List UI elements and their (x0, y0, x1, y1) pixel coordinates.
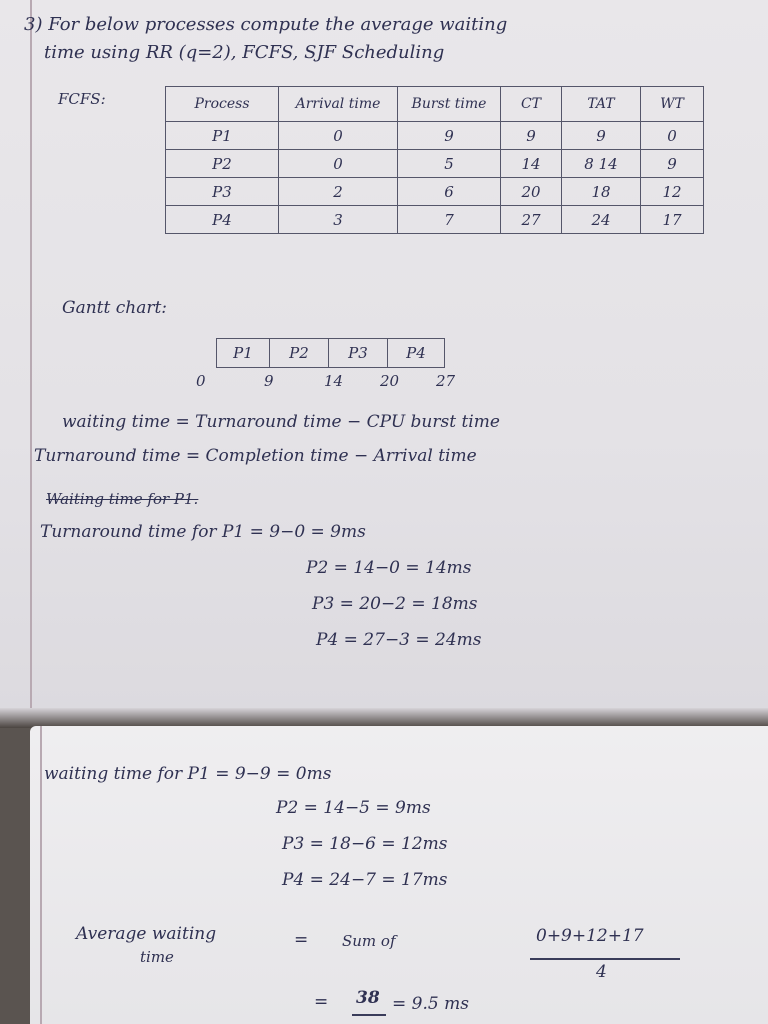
page-gap-shadow (0, 708, 768, 728)
tat-calc-p3: P3 = 20−2 = 18ms (312, 594, 478, 614)
wt-calc-p4: P4 = 24−7 = 17ms (282, 870, 448, 890)
header-tat: TAT (562, 87, 641, 122)
cell: 9 (641, 150, 704, 178)
page-margin-line (40, 726, 42, 1024)
table-header-row (166, 87, 704, 122)
gantt-time: 0 (196, 372, 206, 390)
cell: 27 (501, 206, 562, 234)
cell: P2 (166, 150, 279, 178)
cell: 20 (501, 178, 562, 206)
cell: 3 (279, 206, 398, 234)
cell: 18 (562, 178, 641, 206)
gantt-chart (216, 338, 445, 368)
turnaround-time-formula: Turnaround time = Completion time − Arrival time (34, 446, 477, 466)
table-row (166, 178, 704, 206)
notebook-page-2 (30, 726, 768, 1024)
cell: 6 (398, 178, 501, 206)
page-margin-line (30, 0, 32, 716)
fcfs-label: FCFS: (58, 90, 106, 108)
average-equals: = (294, 930, 309, 950)
result-fraction-bar (352, 1014, 386, 1016)
header-ct: CT (501, 87, 562, 122)
cell: 7 (398, 206, 501, 234)
cell: 9 (398, 122, 501, 150)
process-table (165, 86, 704, 234)
tat-calc-p1: Turnaround time for P1 = 9−0 = 9ms (40, 522, 366, 542)
wt-calc-p1: waiting time for P1 = 9−9 = 0ms (44, 764, 332, 784)
cell: P3 (166, 178, 279, 206)
gantt-time: 27 (436, 372, 456, 390)
gantt-block-p3: P3 (328, 339, 387, 367)
wt-calc-p2: P2 = 14−5 = 9ms (276, 798, 431, 818)
average-numerator: 0+9+12+17 (536, 926, 644, 946)
gantt-block-p1: P1 (216, 339, 269, 367)
cell: P4 (166, 206, 279, 234)
struck-waiting-time-note: Waiting time for P1. (46, 490, 199, 508)
header-wt: WT (641, 87, 704, 122)
header-arrival-time: Arrival time (279, 87, 398, 122)
cell: 0 (279, 122, 398, 150)
cell: 24 (562, 206, 641, 234)
header-process: Process (166, 87, 279, 122)
header-burst-time: Burst time (398, 87, 501, 122)
average-denominator: 4 (596, 962, 607, 982)
gantt-label: Gantt chart: (62, 298, 168, 318)
cell: 12 (641, 178, 704, 206)
waiting-time-formula: waiting time = Turnaround time − CPU burst time (62, 412, 500, 432)
cell: 5 (398, 150, 501, 178)
wt-calc-p3: P3 = 18−6 = 12ms (282, 834, 448, 854)
table-row (166, 122, 704, 150)
average-sum-text: Sum of (342, 932, 396, 950)
question-line-2: time using RR (q=2), FCFS, SJF Scheduling (44, 42, 445, 63)
gantt-block-p4: P4 (387, 339, 444, 367)
result-numerator: 38 (356, 988, 380, 1008)
result-value: = 9.5 ms (392, 994, 469, 1014)
table-row (166, 150, 704, 178)
fraction-bar (530, 958, 680, 960)
cell: 2 (279, 178, 398, 206)
cell: 0 (641, 122, 704, 150)
cell: P1 (166, 122, 279, 150)
cell: 14 (501, 150, 562, 178)
gantt-time: 14 (324, 372, 344, 390)
cell: 0 (279, 150, 398, 178)
gantt-time: 9 (264, 372, 274, 390)
tat-calc-p2: P2 = 14−0 = 14ms (306, 558, 472, 578)
cell: 9 (562, 122, 641, 150)
gantt-block-p2: P2 (269, 339, 328, 367)
question-line-1: 3) For below processes compute the average waiting (24, 14, 508, 35)
average-label-line-1: Average waiting (76, 924, 217, 944)
cell: 17 (641, 206, 704, 234)
table-row (166, 206, 704, 234)
tat-calc-p4: P4 = 27−3 = 24ms (316, 630, 482, 650)
gantt-time: 20 (380, 372, 400, 390)
result-equals: = (314, 992, 329, 1012)
average-label-line-2: time (140, 948, 174, 966)
cell: 9 (501, 122, 562, 150)
cell: 8 14 (562, 150, 641, 178)
